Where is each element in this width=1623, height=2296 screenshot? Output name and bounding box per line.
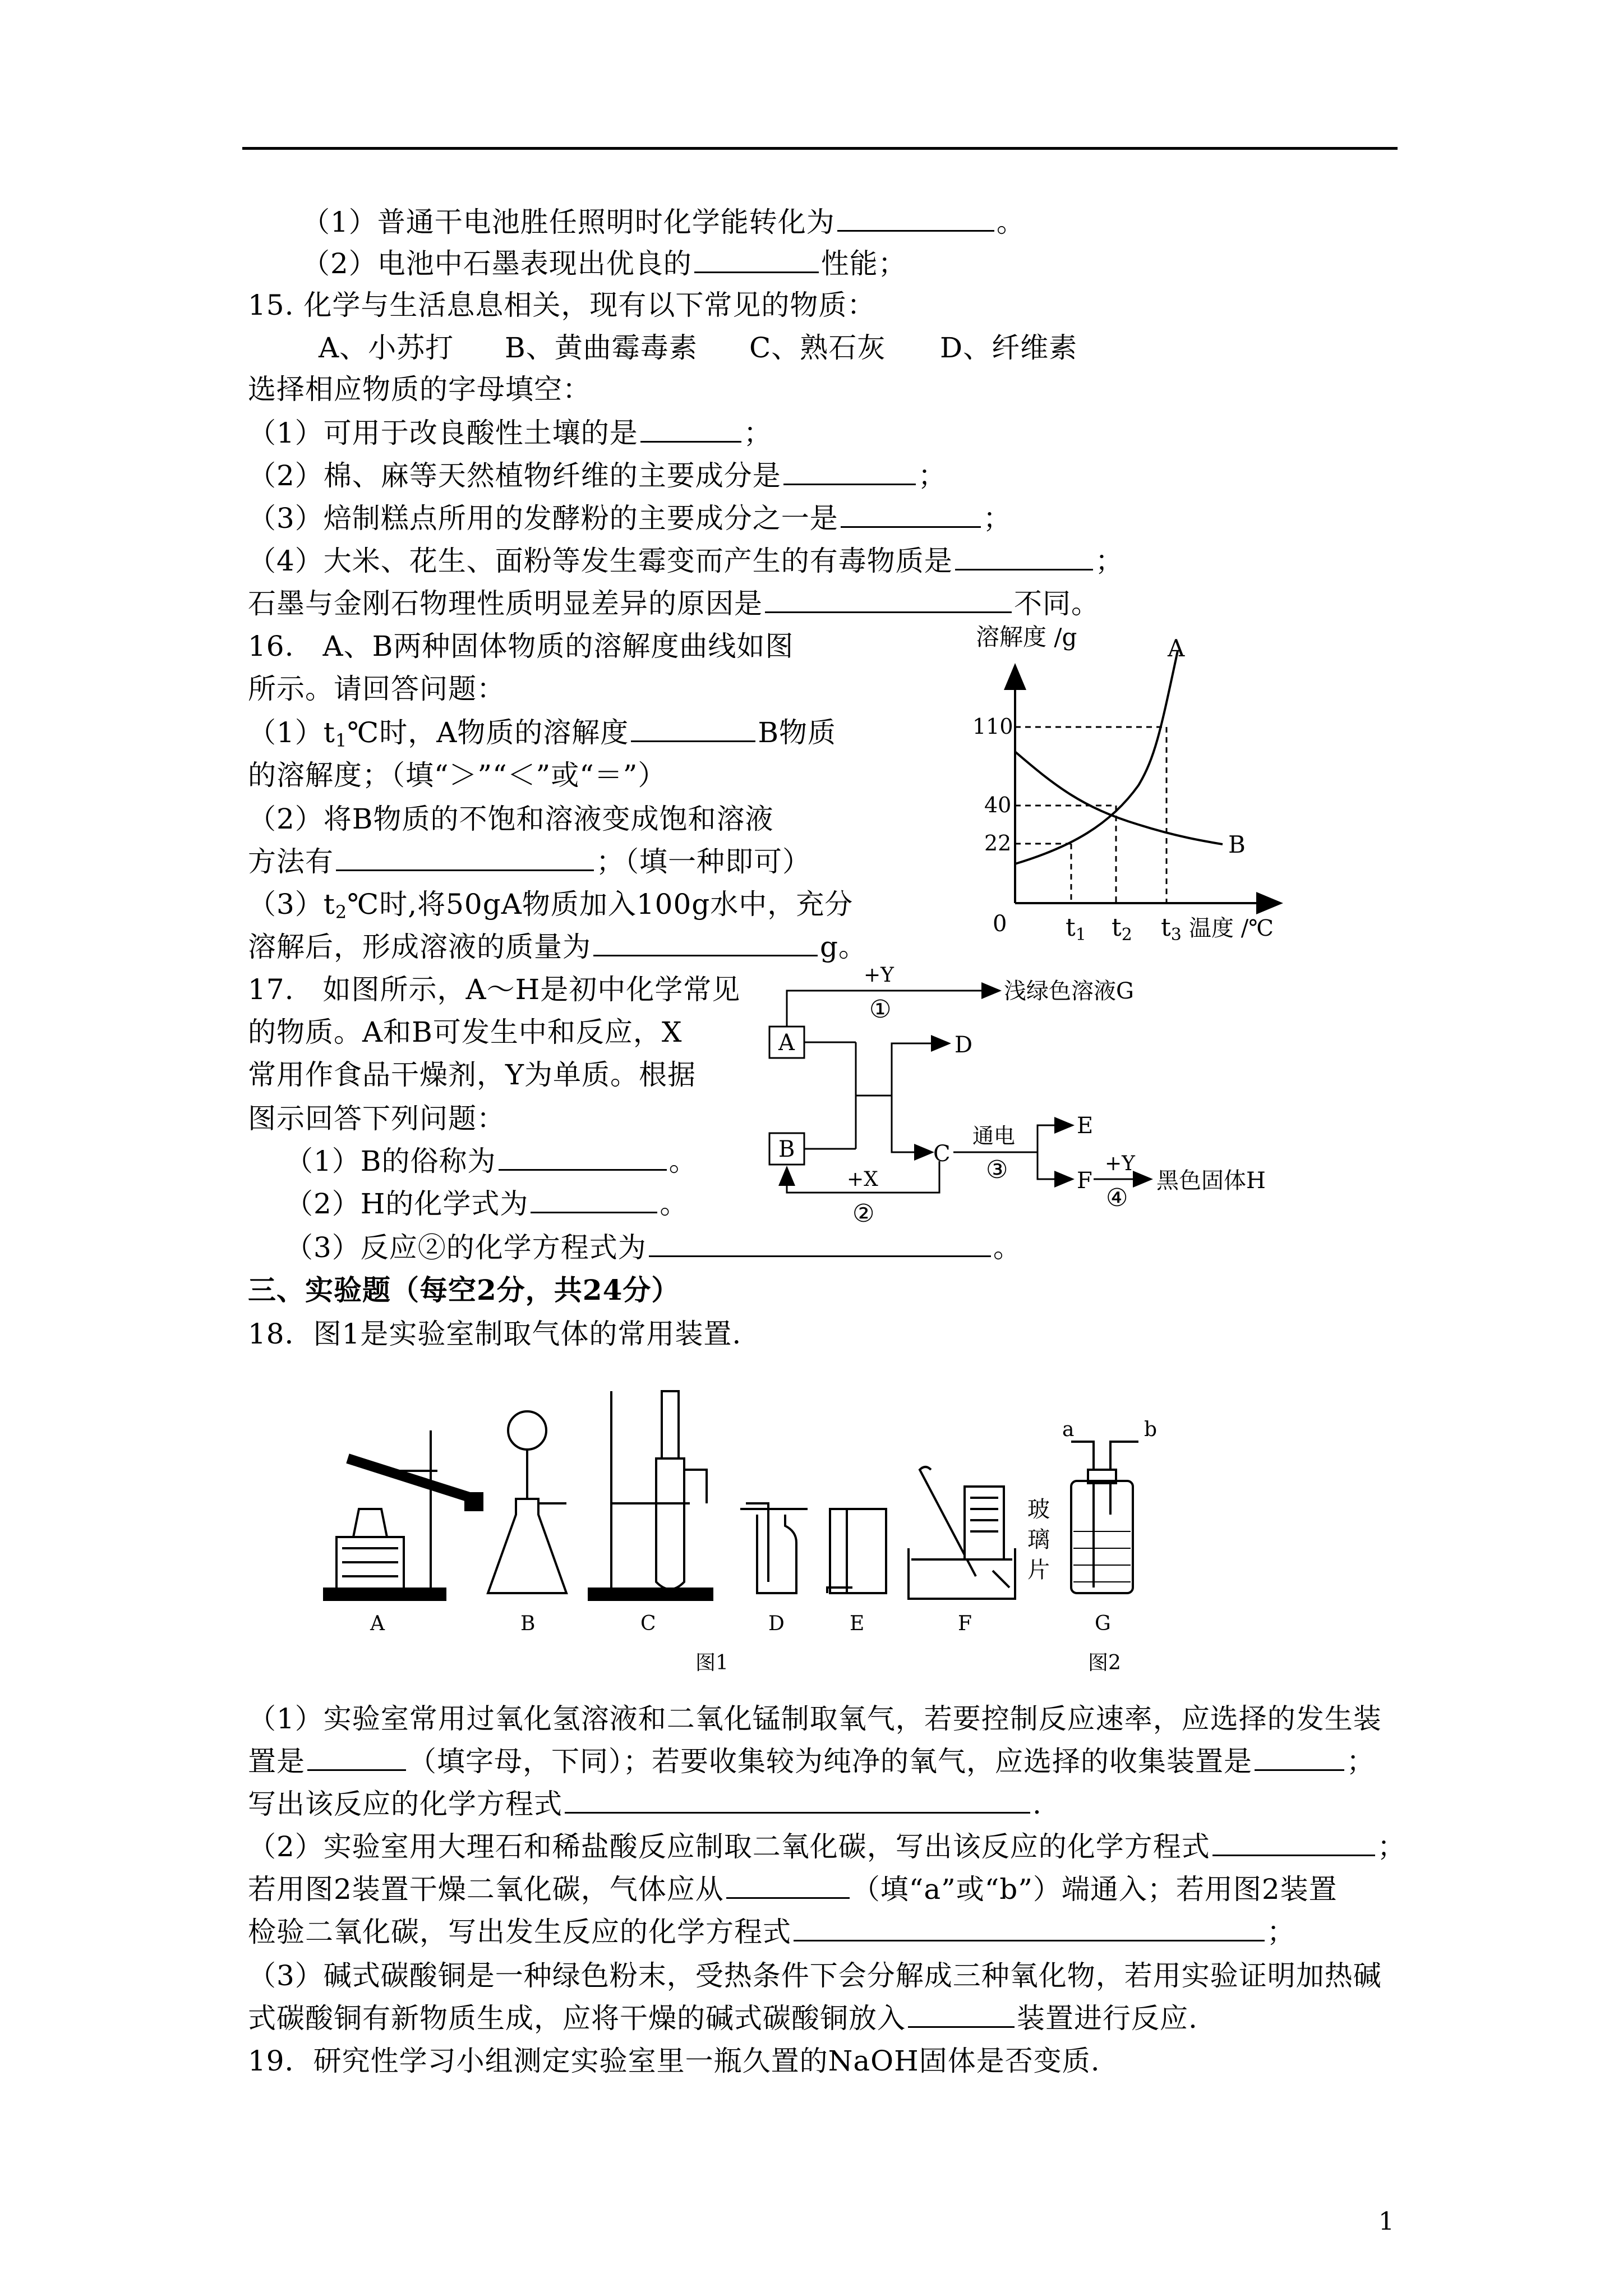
box-b-label: B xyxy=(778,1137,795,1162)
q15-stem: 15. 化学与生活息息相关，现有以下常见的物质： xyxy=(248,289,876,321)
x-tick-t3: t3 xyxy=(1161,913,1182,945)
solubility-chart xyxy=(953,617,1312,954)
q16-part2: （2）将B物质的不饱和溶液变成饱和溶液 xyxy=(248,803,774,835)
port-b-label: b xyxy=(1144,1418,1158,1441)
answer-blank[interactable] xyxy=(1212,1830,1375,1856)
section-title: 三、实验题（每空2分，共24分） xyxy=(248,1273,680,1306)
answer-blank[interactable] xyxy=(837,205,994,232)
step-3: ③ xyxy=(986,1156,1008,1184)
q16-part1: $(1)t_1℃$时，A物质的溶解度 B物质 xyxy=(248,716,837,751)
apparatus-a xyxy=(324,1430,482,1600)
q15-option-b: B、黄曲霉毒素 xyxy=(505,332,698,364)
q15-option-d: D、纤维素 xyxy=(940,332,1078,364)
answer-blank[interactable] xyxy=(631,716,755,742)
arrow-to-e xyxy=(1038,1125,1071,1152)
answer-blank[interactable] xyxy=(783,459,916,485)
x-tick-t2: t2 xyxy=(1112,913,1132,945)
header-rule xyxy=(242,147,1398,150)
apparatus-g xyxy=(1071,1442,1138,1593)
q15-instruction: 选择相应物质的字母填空： xyxy=(248,373,591,406)
label-g: G xyxy=(1095,1612,1111,1635)
curve-b xyxy=(1015,752,1223,844)
node-f: F xyxy=(1077,1168,1092,1194)
q15-part4: （4）大米、花生、面粉等发生霉变而产生的有毒物质是 ； xyxy=(248,545,1124,577)
origin-label: 0 xyxy=(993,911,1007,937)
step-2: ② xyxy=(852,1199,875,1228)
step-1: ① xyxy=(869,995,892,1024)
q18-part1-line1: （1）实验室常用过氧化氢溶液和二氧化锰制取氧气，若要控制反应速率，应选择的发生装 xyxy=(248,1703,1382,1735)
electrolysis-label: 通电 xyxy=(972,1124,1016,1148)
label-a: A xyxy=(370,1612,385,1635)
answer-blank[interactable] xyxy=(1255,1745,1344,1771)
glass-plate-label: 片 xyxy=(1027,1557,1050,1583)
answer-blank[interactable] xyxy=(499,1144,667,1171)
answer-blank[interactable] xyxy=(565,1787,1030,1814)
glass-plate-label: 玻 xyxy=(1027,1497,1050,1522)
port-a-label: a xyxy=(1062,1418,1075,1441)
q14-part2: （2）电池中石墨表现出优良的 性能； xyxy=(302,247,907,280)
y-tick-40: 40 xyxy=(984,793,1012,817)
box-a-label: A xyxy=(778,1030,795,1056)
answer-blank[interactable] xyxy=(841,501,981,528)
q16-part1-line2: 的溶解度；（填“＞”“＜”或“＝”） xyxy=(248,759,667,792)
answer-blank[interactable] xyxy=(726,1872,850,1899)
q18-stem: 18．图1是实验室制取气体的常用装置. xyxy=(248,1318,742,1350)
page-number: 1 xyxy=(1378,2207,1394,2236)
q14-part1: （1）普通干电池胜任照明时化学能转化为 。 xyxy=(302,206,1025,238)
curve-b-label: B xyxy=(1228,831,1246,858)
step-4: ④ xyxy=(1106,1184,1128,1212)
q15-option-c: C、熟石灰 xyxy=(749,332,886,364)
label-f: F xyxy=(958,1612,972,1635)
plus-y-1: +Y xyxy=(864,964,894,987)
q16-stem-2: 所示。请回答问题： xyxy=(248,673,505,705)
plus-x: +X xyxy=(847,1168,878,1191)
curve-a-label: A xyxy=(1168,634,1185,662)
apparatus-b xyxy=(488,1411,566,1593)
q17-stem-3: 常用作食品干燥剂，Y为单质。根据 xyxy=(248,1059,697,1091)
q18-part2-line3: 检验二氧化碳，写出发生反应的化学方程式 ； xyxy=(248,1916,1295,1948)
arrow-to-c xyxy=(892,1096,931,1152)
figure-2-caption: 图2 xyxy=(1088,1651,1121,1674)
q16-stem-1: 16. A、B两种固体物质的溶解度曲线如图 xyxy=(248,630,794,662)
apparatus-c xyxy=(589,1391,712,1600)
q18-part3-line1: （3）碱式碳酸铜是一种绿色粉末，受热条件下会分解成三种氧化物，若用实验证明加热碱 xyxy=(248,1959,1382,1992)
arrow-to-f xyxy=(1038,1152,1071,1179)
q16-part3: $(3)t_2℃$时,将50gA物质加入100g水中，充分 xyxy=(248,888,854,923)
q18-part2-line1: （2）实验室用大理石和稀盐酸反应制取二氧化碳，写出该反应的化学方程式 ； xyxy=(248,1830,1406,1863)
label-c: C xyxy=(640,1612,656,1635)
q16-part3-line2: 溶解后，形成溶液的质量为 g。 xyxy=(248,931,868,963)
q18-part3-line2: 式碳酸铜有新物质生成，应将干燥的碱式碳酸铜放入 装置进行反应. xyxy=(248,2002,1198,2035)
plus-y-2: +Y xyxy=(1105,1152,1135,1175)
node-c: C xyxy=(933,1141,951,1167)
y-axis-label: 溶解度 /g xyxy=(976,623,1077,651)
q17-part2: （2）H的化学式为 。 xyxy=(285,1188,689,1220)
result-g: 浅绿色溶液G xyxy=(1004,978,1134,1004)
q17-part1: （1）B的俗称为 。 xyxy=(285,1145,698,1177)
q15-part2: （2）棉、麻等天然植物纤维的主要成分是 ； xyxy=(248,459,947,492)
q15-part1: （1）可用于改良酸性土壤的是 ； xyxy=(248,417,772,449)
arrow-to-d xyxy=(892,1043,948,1096)
y-tick-110: 110 xyxy=(972,714,1013,739)
answer-blank[interactable] xyxy=(908,2001,1015,2028)
label-d: D xyxy=(768,1612,785,1635)
answer-blank[interactable] xyxy=(336,845,594,871)
reaction-flow-diagram xyxy=(757,959,1374,1240)
q15-extra: 石墨与金刚石物理性质明显差异的原因是 不同。 xyxy=(248,587,1100,620)
answer-blank[interactable] xyxy=(593,930,818,956)
answer-blank[interactable] xyxy=(955,544,1093,570)
label-e: E xyxy=(850,1612,865,1635)
answer-blank[interactable] xyxy=(640,416,741,443)
q15-option-a: A、小苏打 xyxy=(319,332,454,364)
curve-a xyxy=(1015,651,1178,864)
q17-stem-1: 17. 如图所示，A～H是初中化学常见 xyxy=(248,973,741,1006)
apparatus-f xyxy=(909,1467,1015,1599)
answer-blank[interactable] xyxy=(531,1187,657,1213)
figure-1-caption: 图1 xyxy=(695,1651,728,1674)
x-axis-label: 温度 /℃ xyxy=(1189,915,1274,941)
apparatus-d xyxy=(740,1503,808,1593)
result-h: 黑色固体H xyxy=(1156,1168,1266,1194)
label-b: B xyxy=(520,1612,536,1635)
answer-blank[interactable] xyxy=(794,1915,1265,1941)
q16-part2-line2: 方法有 ；（填一种即可） xyxy=(248,845,811,878)
glass-plate-label: 璃 xyxy=(1027,1527,1050,1553)
arrow-a-to-g xyxy=(787,991,998,1027)
apparatus-e xyxy=(827,1509,886,1593)
q17-stem-4: 图示回答下列问题： xyxy=(248,1102,505,1135)
node-d: D xyxy=(955,1032,973,1058)
answer-blank[interactable] xyxy=(307,1745,406,1771)
node-e: E xyxy=(1077,1113,1094,1139)
answer-blank[interactable] xyxy=(765,587,1012,613)
apparatus-figure xyxy=(303,1369,1256,1694)
q15-part3: （3）焙制糕点所用的发酵粉的主要成分之一是 ； xyxy=(248,502,1012,535)
x-tick-t1: t1 xyxy=(1066,913,1086,945)
q17-part3: （3）反应②的化学方程式为 。 xyxy=(285,1231,1022,1264)
y-tick-22: 22 xyxy=(984,831,1012,855)
q19-stem: 19．研究性学习小组测定实验室里一瓶久置的NaOH固体是否变质. xyxy=(248,2045,1100,2077)
q17-stem-2: 的物质。A和B可发生中和反应，X xyxy=(248,1016,683,1048)
q18-part1-line3: 写出该反应的化学方程式 . xyxy=(248,1788,1042,1820)
answer-blank[interactable] xyxy=(694,247,819,273)
q18-part1-line2: 置是 （填字母，下同）；若要收集较为纯净的氧气，应选择的收集装置是 ； xyxy=(248,1745,1375,1778)
q18-part2-line2: 若用图2装置干燥二氧化碳，气体应从 （填“a”或“b”）端通入；若用图2装置 xyxy=(248,1873,1338,1906)
